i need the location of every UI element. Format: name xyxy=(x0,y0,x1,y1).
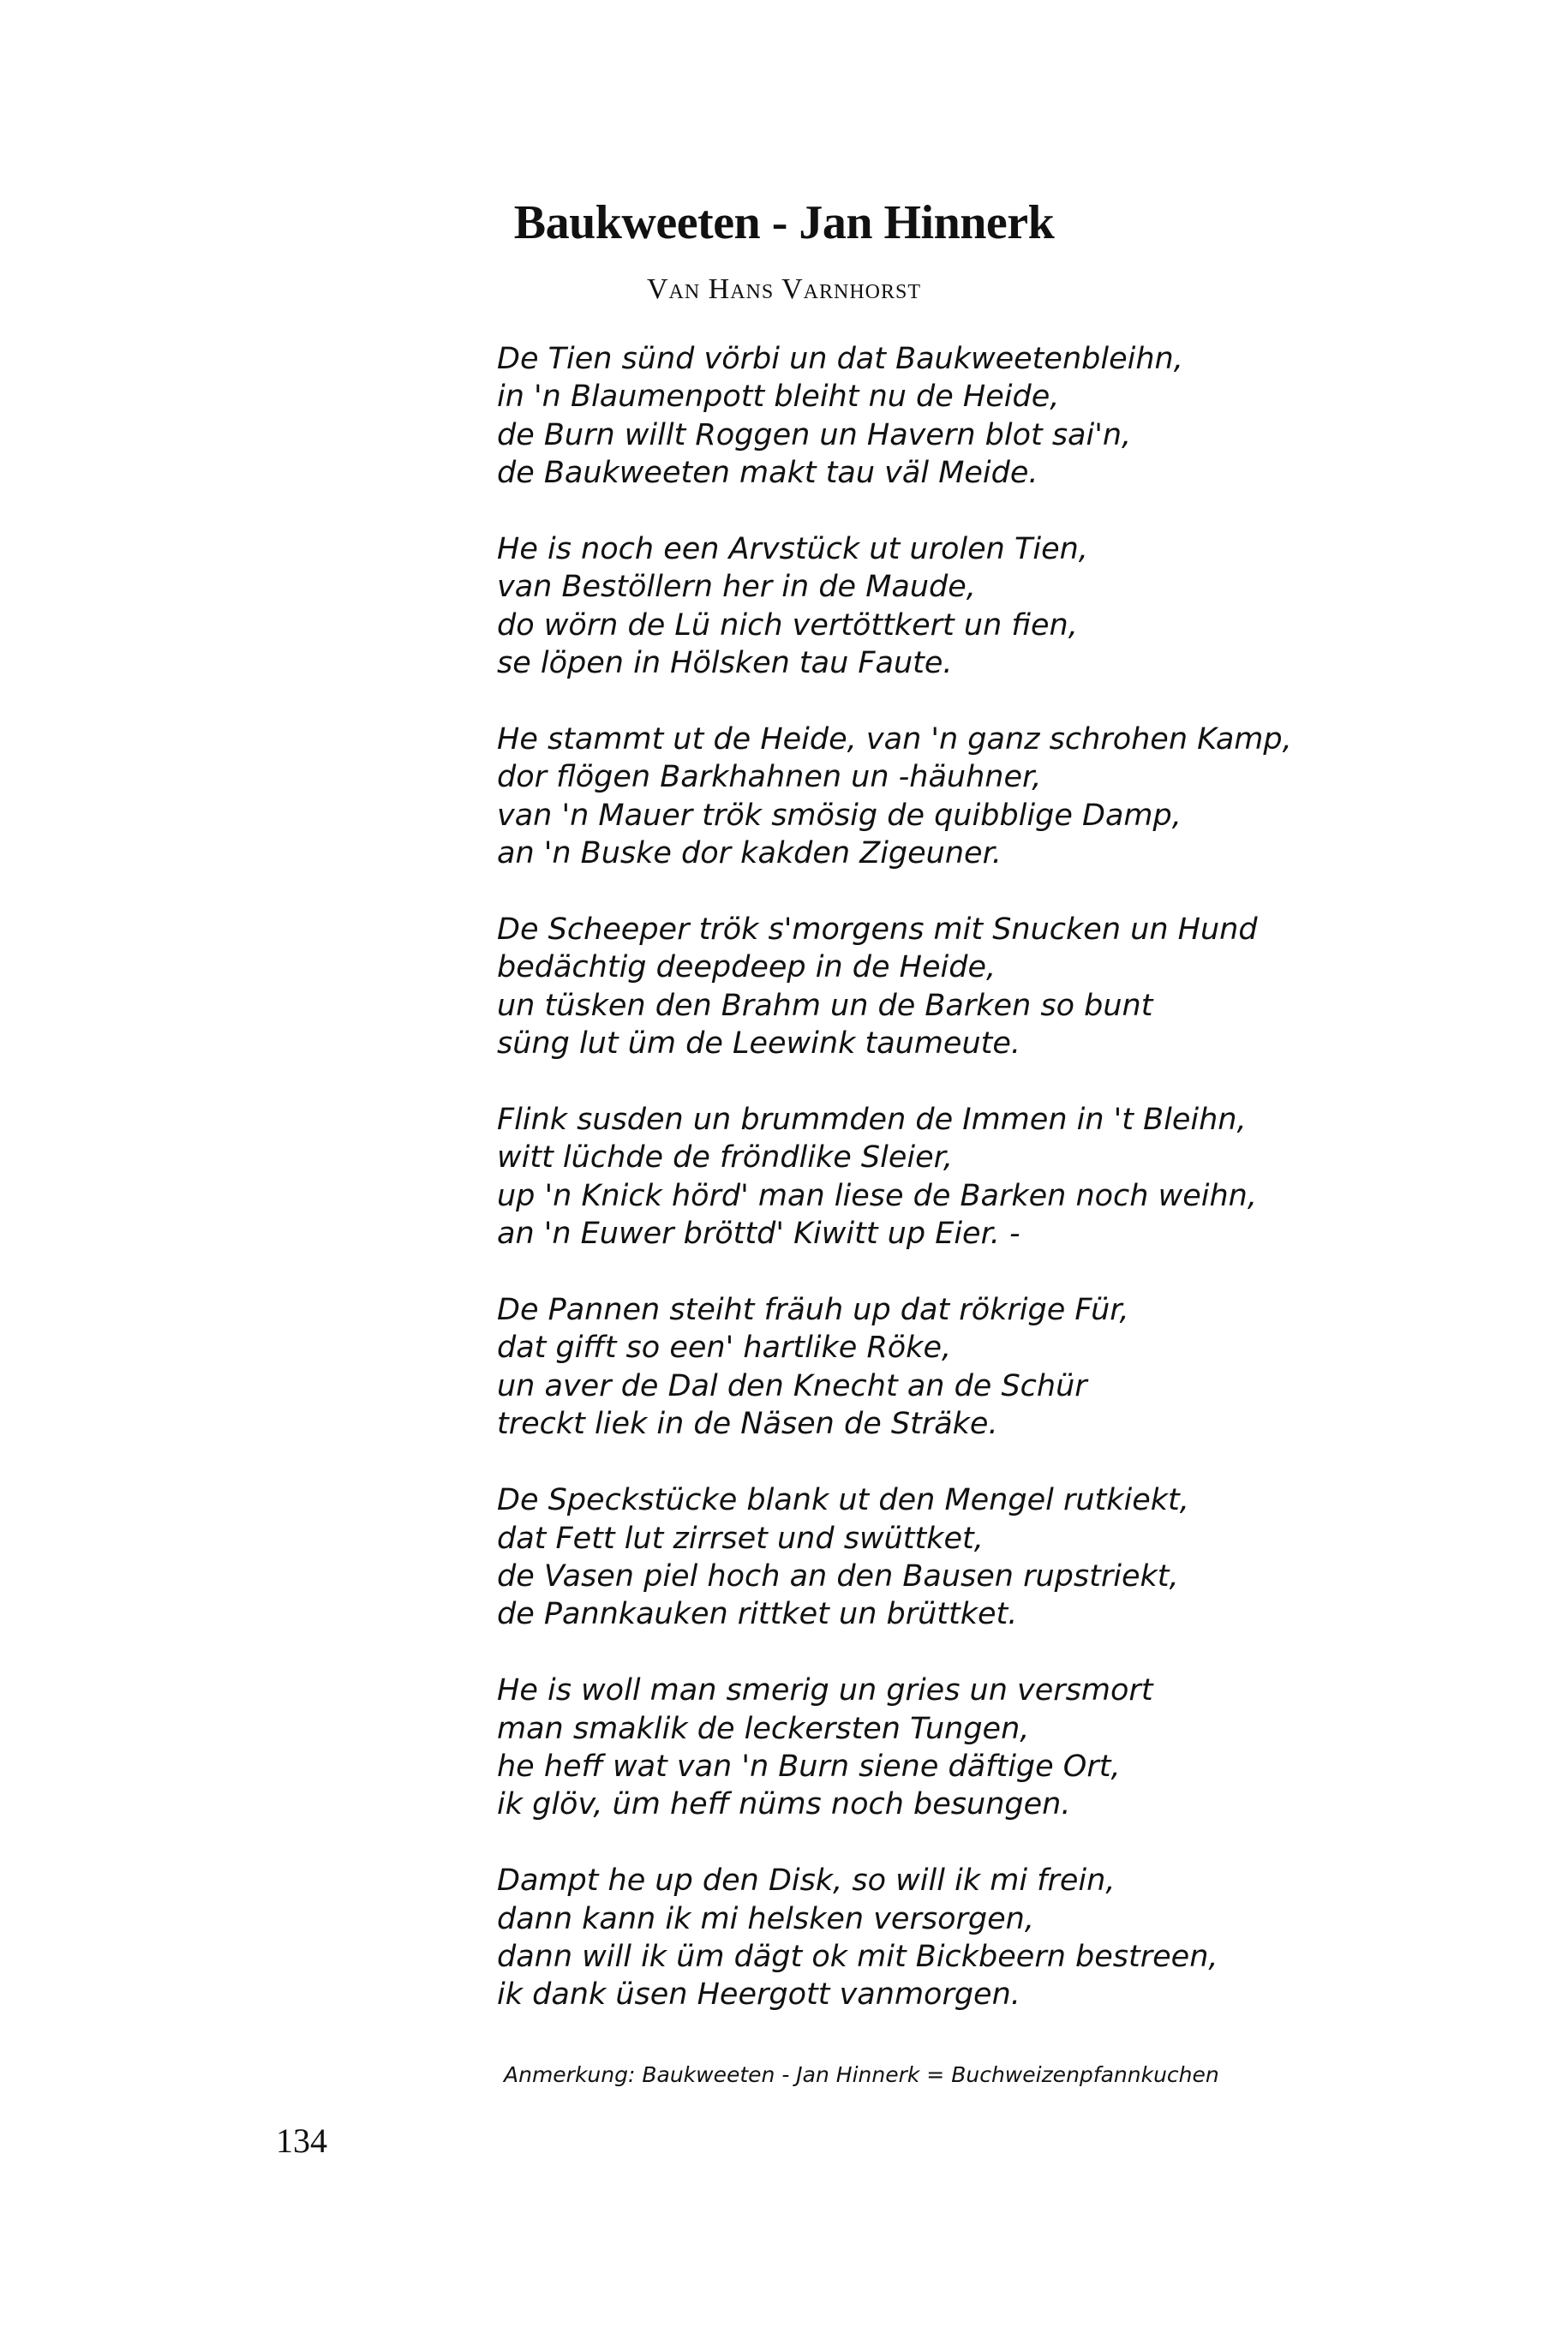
poem-line: ik dank üsen Heergott vanmorgen. xyxy=(497,1977,1020,2013)
stanza xyxy=(497,1291,1525,1444)
poem-line: He is noch een Arvstück ut urolen Tien, xyxy=(497,532,1088,567)
poem-line: He is woll man smerig un gries un versmort xyxy=(497,1673,1153,1708)
stanza xyxy=(497,1862,1525,2014)
stanza xyxy=(497,1481,1525,1634)
poem-line: se löpen in Hölsken tau Faute. xyxy=(497,646,953,681)
page-number: 134 xyxy=(276,2121,327,2160)
poem-line: he heff wat van 'n Burn siene däftige Ort, xyxy=(497,1749,1121,1784)
poem-line: in 'n Blaumenpott bleiht nu de Heide, xyxy=(497,380,1060,415)
poem-line: He stammt ut de Heide, van 'n ganz schrohen Kamp, xyxy=(497,722,1292,757)
poem-line: de Vasen piel hoch an den Bausen rupstriekt, xyxy=(497,1558,1179,1594)
poem-line: ik glöv, üm heff nüms noch besungen. xyxy=(497,1787,1071,1822)
poem-line: De Tien sünd vörbi un dat Baukweetenbleihn, xyxy=(497,342,1183,376)
poem-line: Flink susden un brummden de Immen in 't Bleihn, xyxy=(497,1103,1247,1138)
poem-line: De Speckstücke blank ut den Mengel rutkiekt, xyxy=(497,1483,1189,1518)
stanza xyxy=(497,721,1525,873)
poem-line: up 'n Knick hörd' man liese de Barken noch weihn, xyxy=(497,1178,1257,1213)
poem-line: de Baukweeten makt tau väl Meide. xyxy=(497,456,1038,491)
poem-title: Baukweeten - Jan Hinnerk xyxy=(513,196,1055,249)
stanza xyxy=(497,340,1525,493)
poem-line: De Pannen steiht fräuh up dat rökrige Für, xyxy=(497,1293,1129,1328)
poem-line: dann kann ik mi helsken versorgen, xyxy=(497,1901,1034,1936)
poem-author: Van Hans Varnhorst xyxy=(646,273,922,305)
poem-line: man smaklik de leckersten Tungen, xyxy=(497,1711,1030,1746)
poem-line: Dampt he up den Disk, so will ik mi frein, xyxy=(497,1863,1116,1899)
footnote: Anmerkung: Baukweeten - Jan Hinnerk = Buchweizenpfannkuchen xyxy=(504,2062,1219,2087)
poem-line: dat Fett lut zirrset und swüttket, xyxy=(497,1521,984,1556)
poem-line: treckt liek in de Näsen de Sträke. xyxy=(497,1407,998,1442)
poem-line: van Bestöllern her in de Maude, xyxy=(497,570,976,605)
poem-line: van 'n Mauer trök smösig de quibblige Damp, xyxy=(497,798,1182,833)
poem-line: an 'n Buske dor kakden Zigeuner. xyxy=(497,836,1002,871)
poem-line: de Pannkauken rittket un brüttket. xyxy=(497,1597,1018,1632)
poem-line: witt lüchde de fröndlike Sleier, xyxy=(497,1140,953,1175)
stanza xyxy=(497,1101,1525,1253)
poem-line: un tüsken den Brahm un de Barken so bunt xyxy=(497,988,1153,1023)
poem-line: bedächtig deepdeep in de Heide, xyxy=(497,950,996,985)
poem-line: De Scheeper trök s'morgens mit Snucken un Hund xyxy=(497,912,1258,948)
poem-line: süng lut üm de Leewink taumeute. xyxy=(497,1026,1021,1062)
stanza xyxy=(497,911,1525,1063)
poem-line: de Burn willt Roggen un Havern blot sai'n, xyxy=(497,417,1132,452)
poem-line: dat gifft so een' hartlike Röke, xyxy=(497,1331,952,1366)
poem-line: un aver de Dal den Knecht an de Schür xyxy=(497,1368,1087,1403)
stanza xyxy=(497,1672,1525,1824)
poem-line: dor flögen Barkhahnen un -häuhner, xyxy=(497,760,1042,795)
poem-body xyxy=(497,340,1525,2052)
poem-line: dann will ik üm dägt ok mit Bickbeern bestreen, xyxy=(497,1939,1218,1974)
stanza xyxy=(497,530,1525,683)
poem-line: an 'n Euwer bröttd' Kiwitt up Eier. - xyxy=(497,1217,1020,1252)
poem-line: do wörn de Lü nich vertöttkert un fien, xyxy=(497,607,1078,643)
